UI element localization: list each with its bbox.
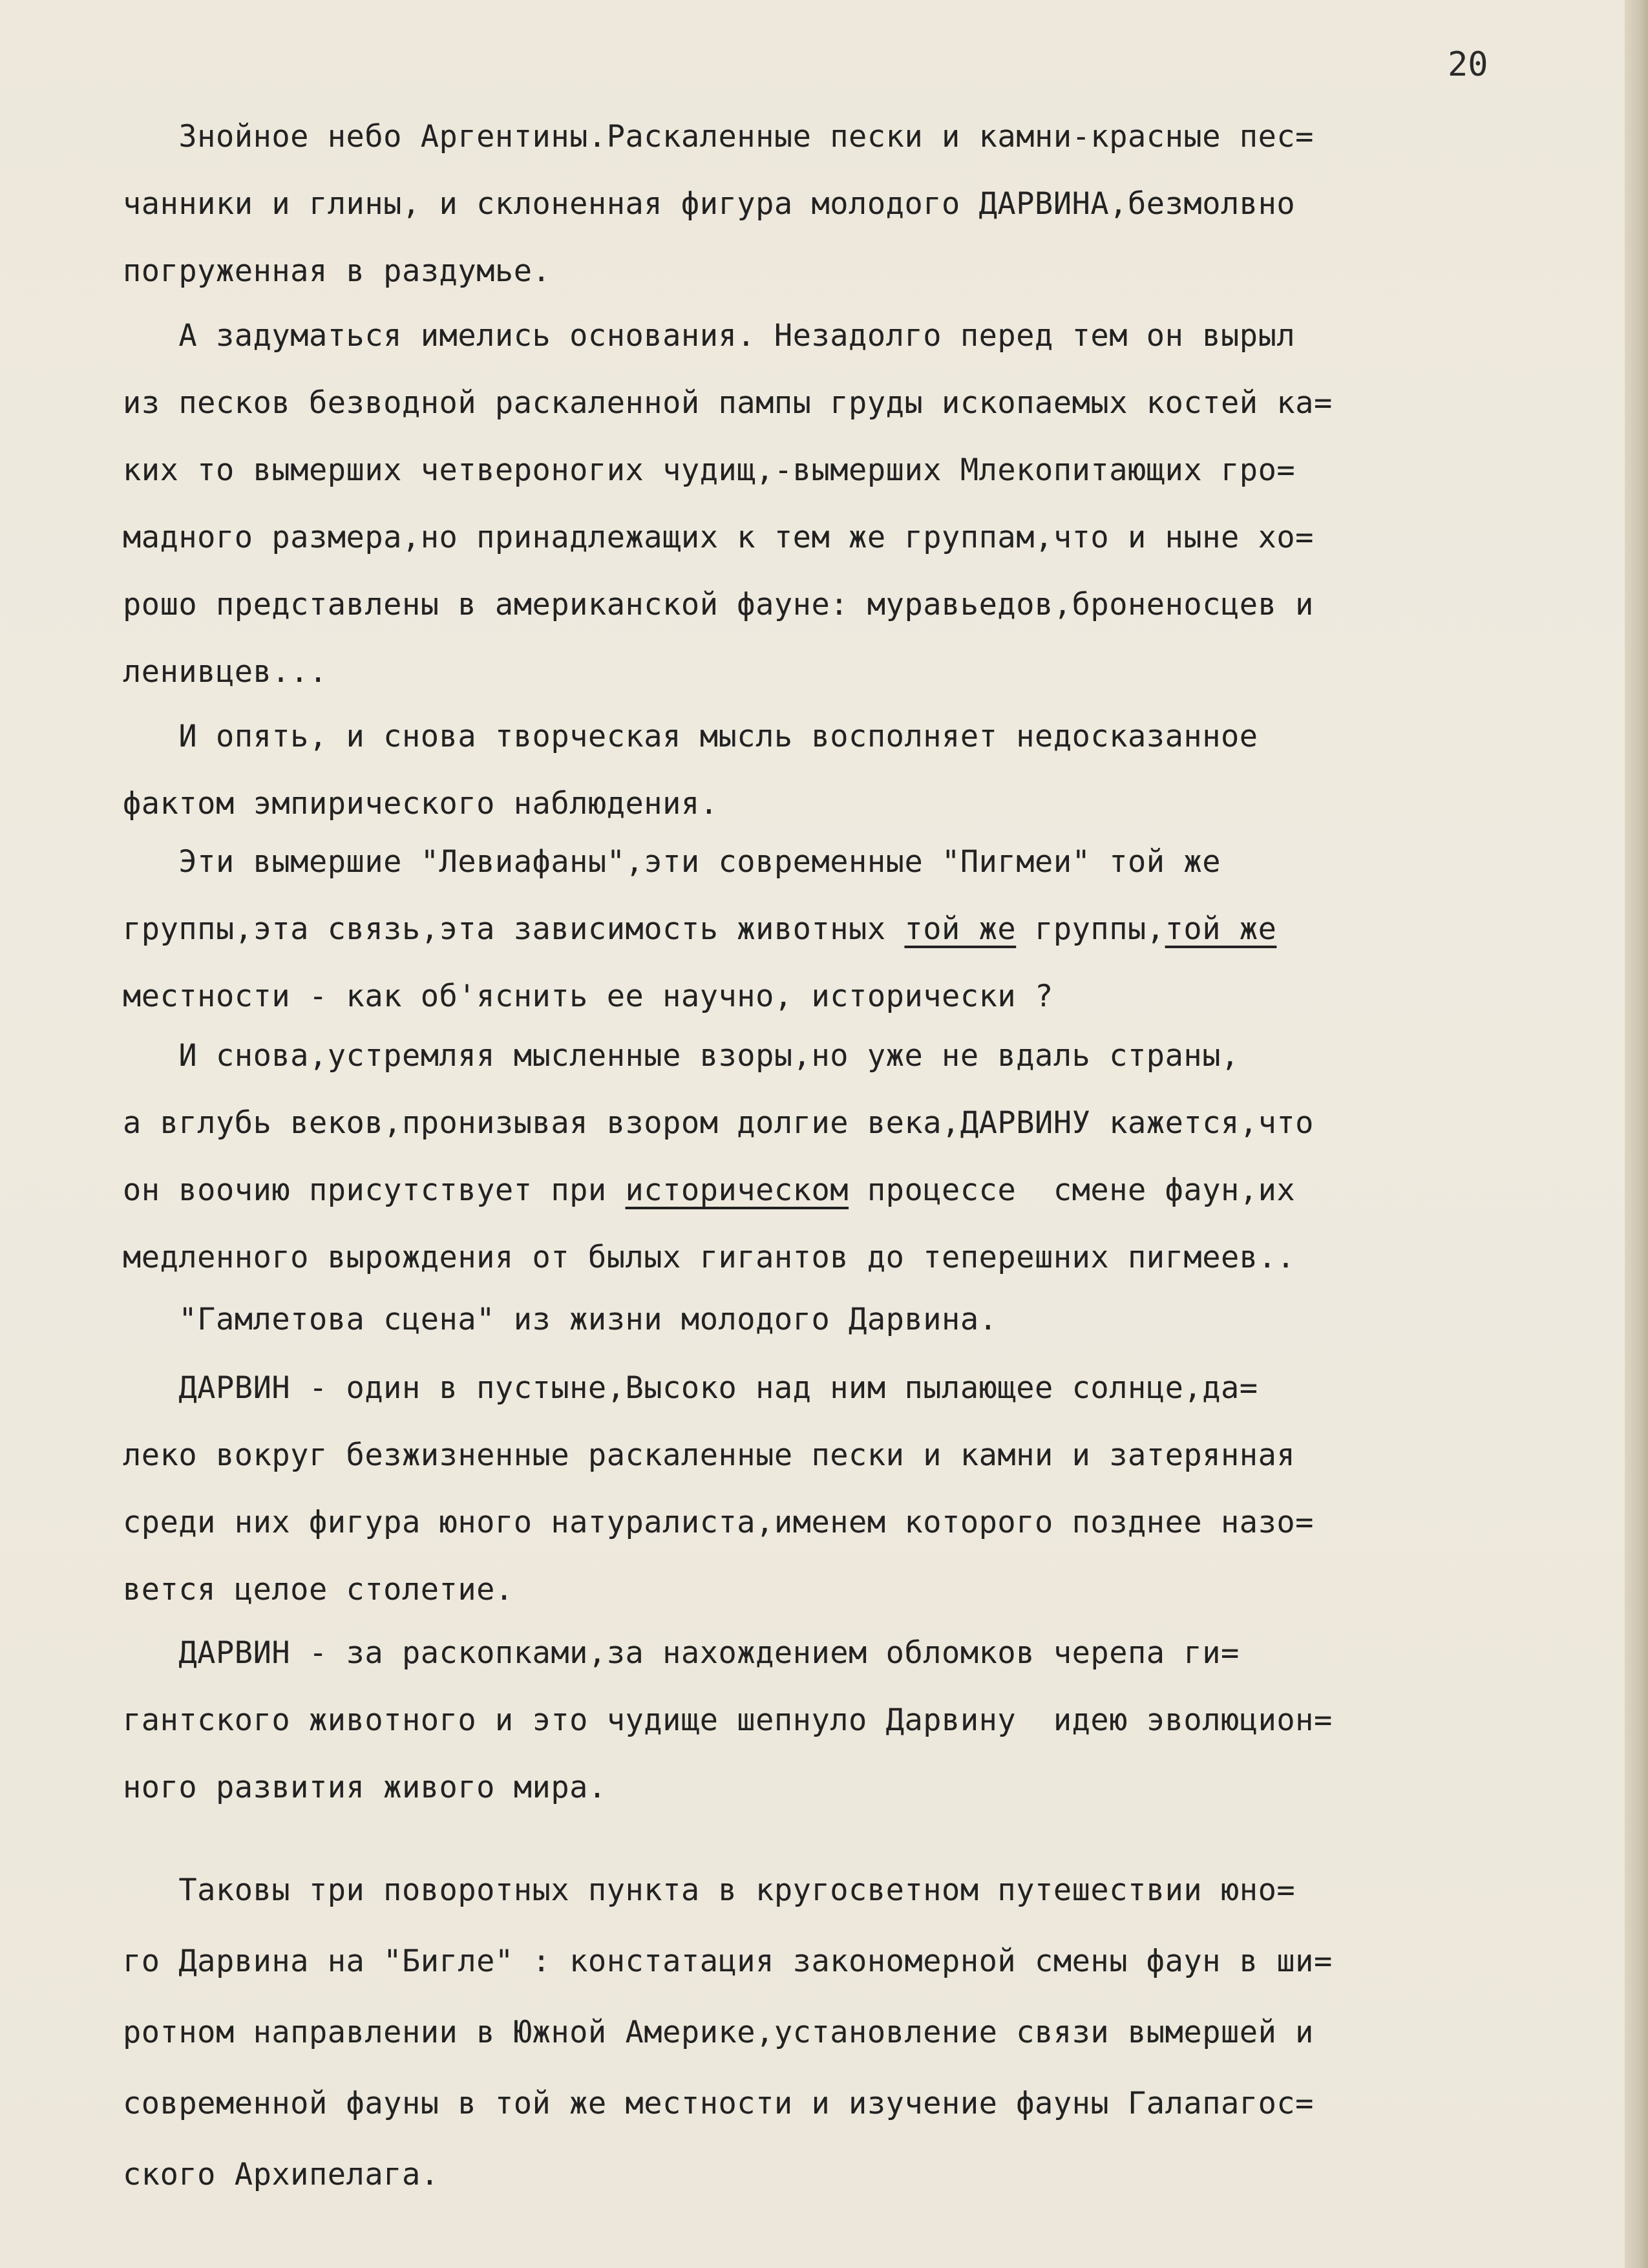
text-line: группы,эта связь,эта зависимость животных (123, 911, 905, 947)
text-line: леко вокруг безжизненные раскаленные пески и камни и затерянная (123, 1437, 1296, 1473)
text-line: ротном направлении в Южной Америке,установление связи вымершей и (123, 2015, 1314, 2050)
paragraph-9 (123, 1855, 1564, 2210)
text-line: вется целое столетие. (123, 1572, 514, 1607)
underlined-phrase: той же (1165, 911, 1277, 947)
text-line: мадного размера,но принадлежащих к тем же группам,что и ныне хо= (123, 520, 1314, 555)
text-line: он воочию присутствует при (123, 1172, 626, 1208)
text-line: Эти вымершие "Левиафаны",эти современные "Пигмеи" той же (123, 844, 1221, 880)
text-line: ДАРВИН - за раскопками,за нахождением обломков черепа ги= (123, 1635, 1240, 1671)
text-line: медленного вырождения от былых гигантов до теперешних пигмеев.. (123, 1240, 1296, 1275)
text-line: фактом эмпирического наблюдения. (123, 786, 719, 821)
text-line: современной фауны в той же местности и изучение фауны Галапагос= (123, 2086, 1314, 2121)
text-line: среди них фигура юного натуралиста,именем которого позднее назо= (123, 1505, 1314, 1540)
paragraph-8 (123, 1620, 1564, 1821)
text-line: ДАРВИН - один в пустыне,Высоко над ним пылающее солнце,да= (123, 1370, 1258, 1406)
text-line: гантского животного и это чудище шепнуло Дарвину идею эволюцион= (123, 1702, 1333, 1738)
text-line: а вглубь веков,пронизывая взором долгие века,ДАРВИНУ кажется,что (123, 1105, 1314, 1141)
paragraph-6 (123, 1286, 1564, 1353)
page-edge (1625, 0, 1648, 2268)
text-line: местности - как об'яснить ее научно, исторически ? (123, 979, 1053, 1014)
text-line: чанники и глины, и склоненная фигура молодого ДАРВИНА,безмолвно (123, 186, 1296, 222)
text-line: И снова,устремляя мысленные взоры,но уже не вдаль страны, (123, 1038, 1240, 1074)
text-line: А задуматься имелись основания. Незадолго перед тем он вырыл (123, 318, 1296, 354)
text-line: ного развития живого мира. (123, 1770, 607, 1805)
text-line: ких то вымерших четвероногих чудищ,-вымерших Млекопитающих гро= (123, 452, 1296, 488)
text-line: "Гамлетова сцена" из жизни молодого Дарвина. (123, 1302, 998, 1337)
paragraph-1 (123, 103, 1564, 305)
page-number: 20 (1448, 45, 1488, 84)
text-fragment: процессе смене фаун,их (849, 1172, 1296, 1208)
text-line: ского Архипелага. (123, 2157, 439, 2192)
text-line: из песков безводной раскаленной пампы груды ископаемых костей ка= (123, 385, 1333, 421)
text-line: Таковы три поворотных пункта в кругосветном путешествии юно= (123, 1872, 1296, 1908)
text-line: погруженная в раздумье. (123, 253, 551, 289)
paragraph-2 (123, 302, 1564, 706)
text-line: рошо представлены в американской фауне: муравьедов,броненосцев и (123, 587, 1314, 622)
text-fragment: группы, (1016, 911, 1165, 947)
paragraph-3 (123, 703, 1564, 838)
paragraph-5 (123, 1023, 1564, 1291)
text-line: го Дарвина на "Бигле" : констатация закономерной смены фаун в ши= (123, 1944, 1333, 1979)
underlined-word: историческом (625, 1172, 849, 1208)
text-line: И опять, и снова творческая мысль восполняет недосказанное (123, 719, 1258, 754)
text-line: ленивцев... (123, 654, 328, 690)
text-line: Знойное небо Аргентины.Раскаленные пески и камни-красные пес= (123, 119, 1314, 154)
paragraph-7 (123, 1355, 1564, 1624)
underlined-phrase: той же (904, 911, 1017, 947)
paragraph-4 (123, 829, 1564, 1030)
